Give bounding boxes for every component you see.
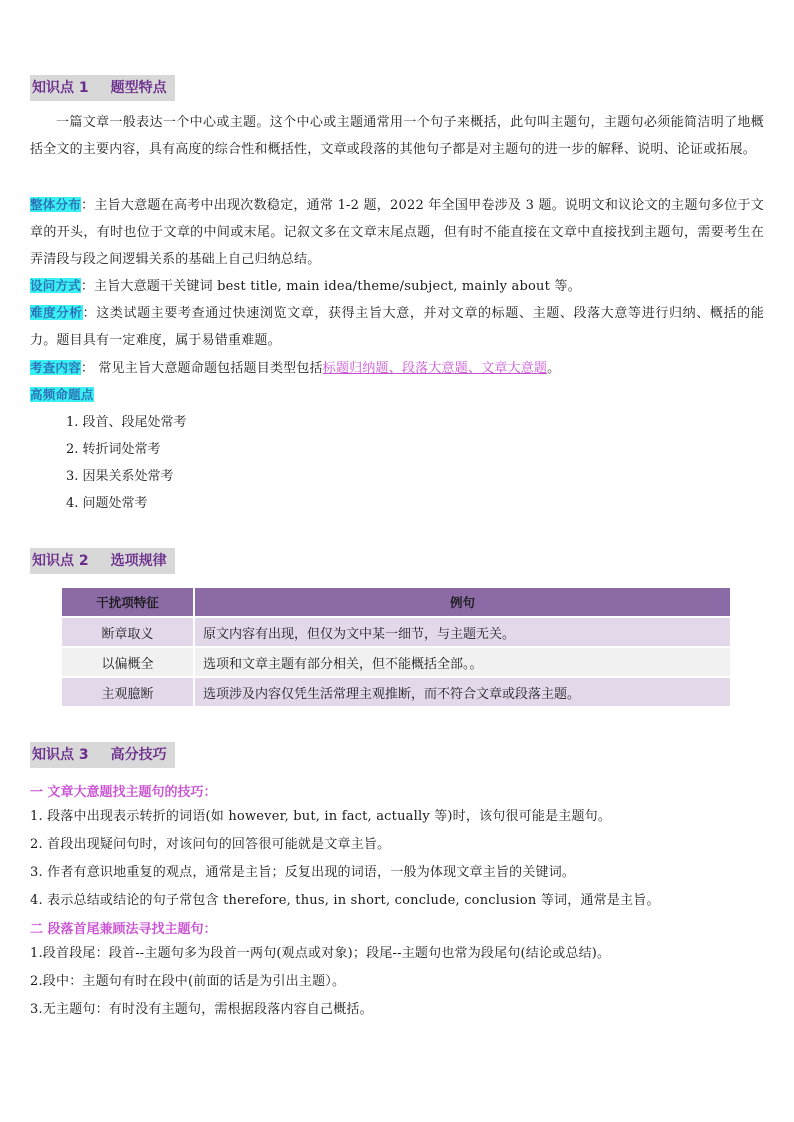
distribution-tag: 整体分布	[30, 197, 82, 212]
section3-number: 知识点 3	[32, 747, 89, 763]
table-row	[62, 647, 731, 677]
frequency-heading-line	[30, 381, 764, 409]
table-row	[62, 617, 731, 647]
difficulty-tag: 难度分析	[30, 305, 83, 320]
list-item: 3. 因果关系处常考	[66, 469, 174, 484]
table-cell: 以偏概全	[62, 647, 194, 677]
content-tag: 考查内容	[30, 360, 81, 375]
section3-title: 高分技巧	[110, 747, 167, 763]
frequency-tag: 高频命题点	[30, 387, 94, 402]
frequency-list	[66, 409, 187, 517]
question-format-text: ：主旨大意题干关键词 best title, main idea/theme/subject, mainly about 等。	[80, 279, 581, 294]
list-item: 2.段中：主题句有时在段中(前面的话是为引出主题）。	[30, 974, 346, 989]
distribution-text: ：主旨大意题在高考中出现次数稳定，通常 1-2 题，2022 年全国甲卷涉及 3 题。说明文和议论文的主题句多位于文章的开头，有时也位于文章的中间或末尾。记叙文多在文章末尾点题，但有时不能直接在文章中直接找到主题句，需要考生在弄清段与段之间逻辑关系的基础上自己归纳总结。	[30, 198, 764, 267]
list-item: 1. 段首、段尾处常考	[66, 415, 187, 430]
list-item: 3. 作者有意识地重复的观点，通常是主旨；反复出现的词语，一般为体现文章主旨的关键词。	[30, 865, 576, 880]
table-cell: 断章取义	[62, 617, 194, 647]
tips-subheading-1: 一 文章大意题找主题句的技巧：	[30, 785, 217, 800]
section2-heading	[30, 548, 175, 574]
options-table	[62, 588, 732, 706]
distribution-paragraph	[30, 191, 764, 273]
tips-list-1	[30, 803, 764, 915]
tips-subheading-2: 二 段落首尾兼顾法寻找主题句：	[30, 922, 217, 937]
difficulty-text: ：这类试题主要考查通过快速浏览文章，获得主旨大意，并对文章的标题、主题、段落大意等进行归纳、概括的能力。题目具有一定难度，属于易错重难题。	[30, 306, 764, 348]
list-item: 2. 转折词处常考	[66, 442, 161, 457]
list-item: 4. 问题处常考	[66, 496, 148, 511]
tips-list-2	[30, 940, 764, 1024]
list-item: 4. 表示总结或结论的句子常包含 therefore, thus, in short, conclude, conclusion 等词，通常是主旨。	[30, 893, 660, 908]
question-format-paragraph	[30, 272, 764, 300]
difficulty-paragraph	[30, 299, 764, 354]
table-header-cell: 干扰项特征	[62, 588, 194, 617]
table-cell: 选项涉及内容仅凭生活常理主观推断，而不符合文章或段落主题。	[194, 677, 731, 706]
table-cell: 原文内容有出现，但仅为文中某一细节，与主题无关。	[194, 617, 731, 647]
list-item: 2. 首段出现疑问句时，对该问句的回答很可能就是文章主旨。	[30, 837, 391, 852]
section1-title: 题型特点	[110, 80, 167, 96]
list-item: 3.无主题句：有时没有主题句，需根据段落内容自己概括。	[30, 1002, 373, 1017]
table-cell: 主观臆断	[62, 677, 194, 706]
section1-intro: 一篇文章一般表达一个中心或主题。这个中心或主题通常用一个句子来概括，此句叫主题句，主题句必须能简洁明了地概括全文的主要内容，具有高度的综合性和概括性，文章或段落的其他句子都是对主题句的进一步的解释、说明、论证或拓展。	[30, 115, 764, 157]
content-link[interactable]: 标题归纳题、段落大意题、文章大意题	[322, 361, 548, 376]
content-paragraph	[30, 354, 764, 382]
table-header-row	[62, 588, 731, 617]
section2-title: 选项规律	[110, 553, 167, 569]
table-header-cell: 例句	[194, 588, 731, 617]
question-format-tag: 设问方式	[30, 278, 81, 293]
section3-heading	[30, 742, 175, 768]
table-row	[62, 677, 731, 706]
section2-number: 知识点 2	[32, 553, 89, 569]
list-item: 1.段首段尾：段首--主题句多为段首一两句(观点或对象)；段尾--主题句也常为段尾句(结论或总结)。	[30, 946, 611, 961]
section1-heading	[30, 75, 175, 101]
content-text: ： 常见主旨大意题命题包括题目类型包括	[80, 361, 323, 376]
table-cell: 选项和文章主题有部分相关，但不能概括全部。。	[194, 647, 731, 677]
content-end: 。	[547, 361, 561, 376]
list-item: 1. 段落中出现表示转折的词语(如 however, but, in fact, actually 等)时，该句很可能是主题句。	[30, 809, 612, 824]
section1-number: 知识点 1	[32, 80, 89, 96]
